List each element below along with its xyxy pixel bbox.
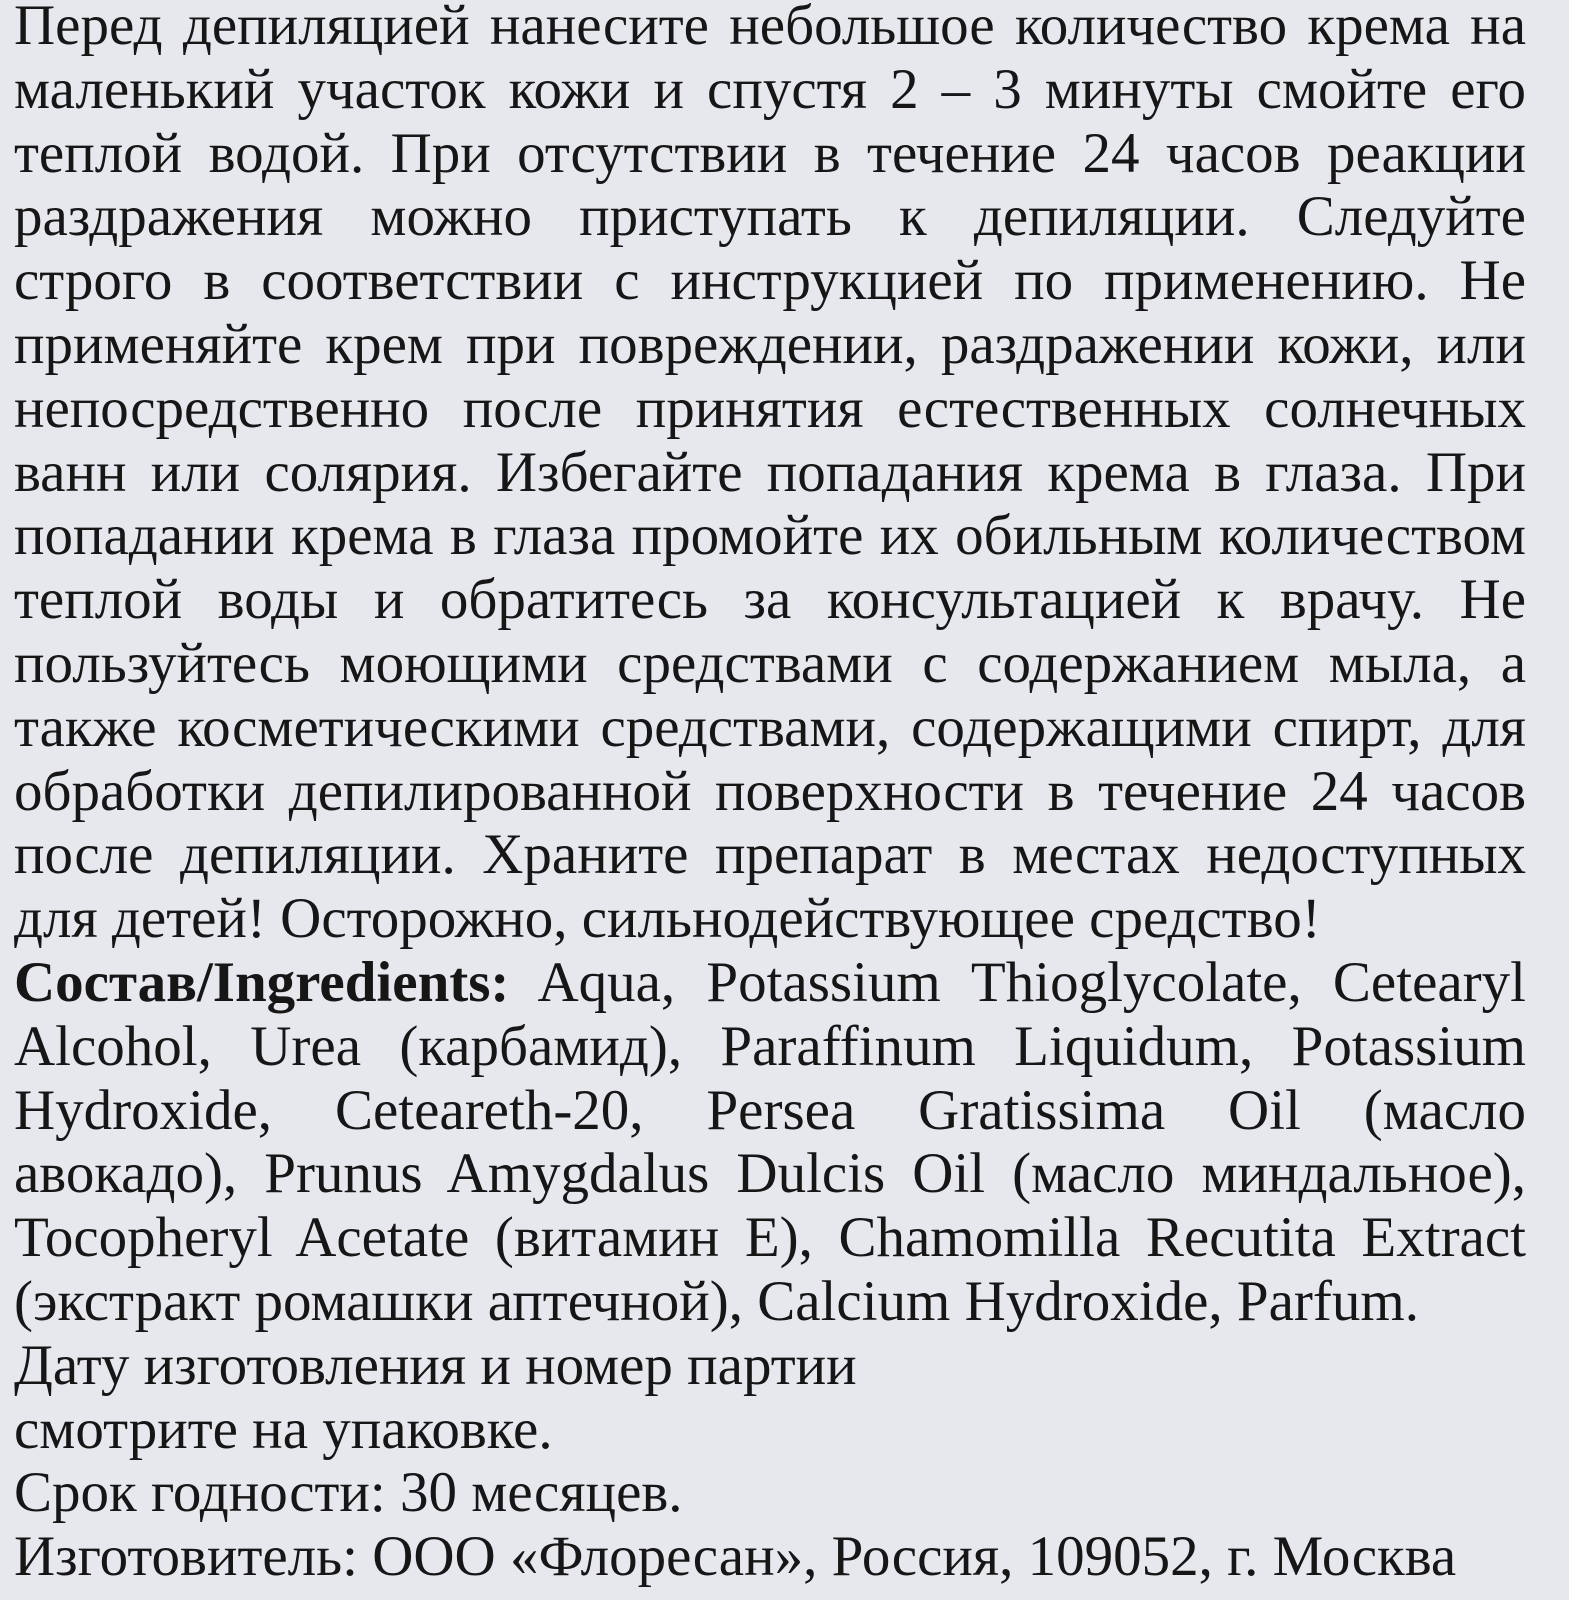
ingredients-line: Hydroxide, Ceteareth-20, Persea Gratissima Oil (масло [14,1078,1526,1142]
ingredients-label: Состав/Ingredients: [14,950,510,1014]
instruction-line: теплой воды и обратитесь за консультацией к врачу. Не [14,568,1526,632]
instruction-line: применяйте крем при повреждении, раздражении кожи, или [14,312,1526,376]
ingredients-line: Tocopheryl Acetate (витамин E), Chamomilla Recutita Extract [14,1206,1526,1270]
instruction-line: также косметическими средствами, содержащими спирт, для [14,695,1526,759]
ingredients-text: Aqua, Potassium Thioglycolate, Cetearyl [537,950,1526,1014]
production-info: смотрите на упаковке. [14,1397,553,1461]
instruction-line: для детей! Осторожно, сильнодействующее средство! [14,887,1321,951]
instruction-line: Перед депиляцией нанесите небольшое количество крема на [14,0,1526,57]
instruction-line: раздражения можно приступать к депиляции. Следуйте [14,185,1526,249]
ingredients-line [14,951,1526,1015]
instruction-line: ванн или солярия. Избегайте попадания крема в глаза. При [14,440,1526,504]
instruction-line: попадании крема в глаза промойте их обильным количеством [14,504,1526,568]
ingredients-line: (экстракт ромашки аптечной), Calcium Hydroxide, Parfum. [14,1269,1419,1333]
label-text [14,0,1526,1589]
ingredients-line: авокадо), Prunus Amygdalus Dulcis Oil (масло миндальное), [14,1142,1526,1206]
ingredients-line: Alcohol, Urea (карбамид), Paraffinum Liquidum, Potassium [14,1014,1526,1078]
instruction-line: маленький участок кожи и спустя 2 – 3 минуты смойте его [14,57,1526,121]
instruction-line: обработки депилированной поверхности в течение 24 часов [14,759,1526,823]
instruction-line: теплой водой. При отсутствии в течение 24 часов реакции [14,121,1526,185]
instruction-line: пользуйтесь моющими средствами с содержанием мыла, а [14,631,1526,695]
manufacturer: Изготовитель: ООО «Флоресан», Россия, 109052, г. Москва [14,1525,1457,1589]
instruction-line: строго в соответствии с инструкцией по применению. Не [14,249,1526,313]
instruction-line: после депиляции. Храните препарат в местах недоступных [14,823,1526,887]
shelf-life: Срок годности: 30 месяцев. [14,1461,683,1525]
production-info: Дату изготовления и номер партии [14,1333,857,1397]
instruction-line: непосредственно после принятия естественных солнечных [14,376,1526,440]
